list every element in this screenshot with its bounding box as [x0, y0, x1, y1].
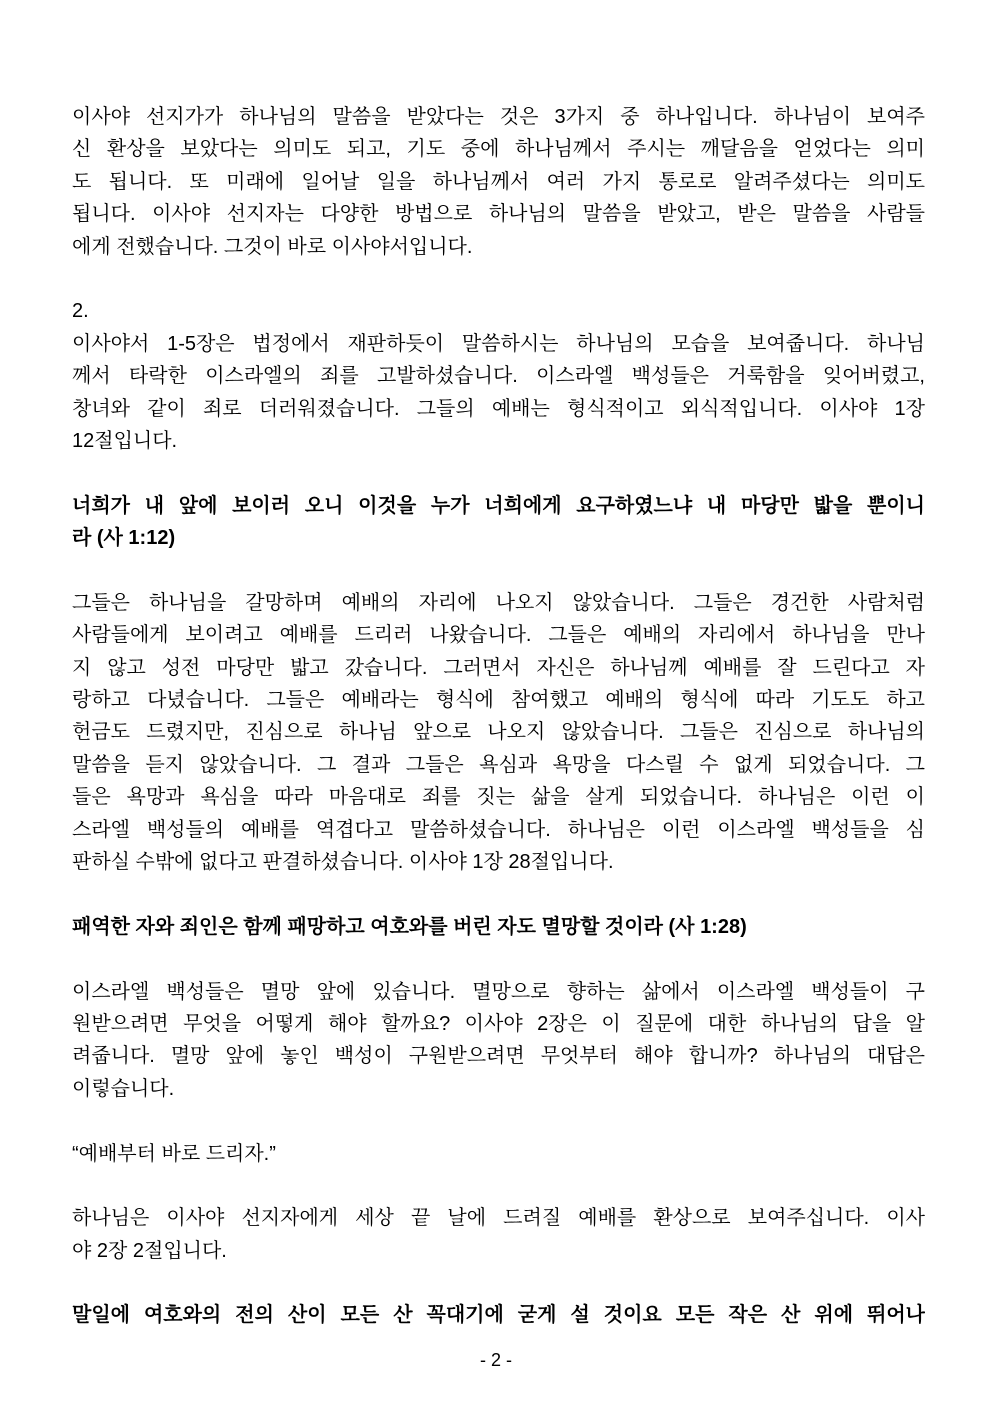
paragraph-block [72, 1138, 925, 1170]
body-line: 이스라엘 백성들은 멸망 앞에 있습니다. 멸망으로 향하는 삶에서 이스라엘 백성들이 구 [72, 980, 925, 1003]
paragraph-block [72, 328, 925, 458]
body-line: 창녀와 같이 죄로 더러워졌습니다. 그들의 예배는 형식적이고 외식적입니다. 이사야 1장 [72, 397, 925, 420]
body-line: “예배부터 바로 드리자.” [72, 1142, 276, 1165]
body-line: 들은 욕망과 욕심을 따라 마음대로 죄를 짓는 삶을 살게 되었습니다. 하나님은 이런 이 [72, 786, 925, 809]
page-number: - 2 - [479, 1350, 512, 1370]
verse-line: 라 (사 1:12) [72, 527, 176, 550]
body-line: 헌금도 드렸지만, 진심으로 하나님 앞으로 나오지 않았습니다. 그들은 진심으로 하나님의 [72, 721, 925, 744]
body-line: 이사야 선지가가 하나님의 말씀을 받았다는 것은 3가지 중 하나입니다. 하나님이 보여주 [72, 106, 925, 128]
body-line: 도 됩니다. 또 미래에 일어날 일을 하나님께서 여러 가지 통로로 알려주셨다는 의미도 [72, 170, 925, 193]
verse-block [72, 490, 925, 555]
body-line: 12절입니다. [72, 429, 178, 452]
verse-block [72, 911, 925, 943]
paragraph-spacer [72, 554, 925, 586]
body-line: 야 2장 2절입니다. [72, 1239, 227, 1262]
body-line: 께서 타락한 이스라엘의 죄를 고발하셨습니다. 이스라엘 백성들은 거룩함을 잊어버렸고, [72, 365, 925, 388]
paragraph-block [72, 976, 925, 1106]
body-line: 원받으려면 무엇을 어떻게 해야 할까요? 이사야 2장은 이 질문에 대한 하나님의 답을 알 [72, 1012, 925, 1035]
paragraph-block [72, 1202, 925, 1267]
paragraph-spacer [72, 1170, 925, 1202]
body-line: 말씀을 듣지 않았습니다. 그 결과 그들은 욕심과 욕망을 다스릴 수 없게 되었습니다. 그 [72, 753, 925, 776]
verse-line: 패역한 자와 죄인은 함께 패망하고 여호와를 버린 자도 멸망할 것이라 (사 1:28) [72, 915, 747, 938]
paragraph-spacer [72, 1267, 925, 1299]
body-line: 이사야서 1-5장은 법정에서 재판하듯이 말씀하시는 하나님의 모습을 보여줍니다. 하나님 [72, 332, 925, 355]
body-line: 이렇습니다. [72, 1077, 175, 1100]
paragraph-block [72, 101, 925, 263]
body-line: 려줍니다. 멸망 앞에 놓인 백성이 구원받으려면 무엇부터 해야 합니까? 하나님의 대답은 [72, 1045, 925, 1068]
paragraph-spacer [72, 457, 925, 489]
paragraph-spacer [72, 878, 925, 910]
body-line: 사람들에게 보이려고 예배를 드리러 나왔습니다. 그들은 예배의 자리에서 하나님을 만나 [72, 624, 925, 647]
paragraph-spacer [72, 263, 925, 295]
body-line: 지 않고 성전 마당만 밟고 갔습니다. 그러면서 자신은 하나님께 예배를 잘 드린다고 자 [72, 656, 925, 679]
body-line: 판하실 수밖에 없다고 판결하셨습니다. 이사야 1장 28절입니다. [72, 850, 614, 873]
body-line: 됩니다. 이사야 선지자는 다양한 방법으로 하나님의 말씀을 받았고, 받은 말씀을 사람들 [72, 203, 925, 226]
paragraph-spacer [72, 1105, 925, 1137]
body-line: 하나님은 이사야 선지자에게 세상 끝 날에 드려질 예배를 환상으로 보여주십니다. 이사 [72, 1207, 925, 1230]
document-content [72, 101, 925, 1332]
body-line: 신 환상을 보았다는 의미도 되고, 기도 중에 하나님께서 주시는 깨달음을 얻었다는 의미 [72, 138, 925, 161]
body-line: 그들은 하나님을 갈망하며 예배의 자리에 나오지 않았습니다. 그들은 경건한 사람처럼 [72, 591, 925, 614]
verse-line: 말일에 여호와의 전의 산이 모든 산 꼭대기에 굳게 설 것이요 모든 작은 산 위에 뛰어나 [72, 1304, 925, 1327]
paragraph-spacer [72, 943, 925, 975]
body-line: 에게 전했습니다. 그것이 바로 이사야서입니다. [72, 235, 473, 258]
paragraph-block [72, 587, 925, 879]
paragraph-block [72, 295, 925, 327]
body-line: 스라엘 백성들의 예배를 역겹다고 말씀하셨습니다. 하나님은 이런 이스라엘 백성들을 심 [72, 818, 925, 841]
body-line: 2. [72, 300, 89, 323]
body-line: 랑하고 다녔습니다. 그들은 예배라는 형식에 참여했고 예배의 형식에 따라 기도도 하고 [72, 689, 925, 712]
verse-line: 너희가 내 앞에 보이러 오니 이것을 누가 너희에게 요구하였느냐 내 마당만 밟을 뿐이니 [72, 494, 925, 517]
verse-block [72, 1299, 925, 1331]
